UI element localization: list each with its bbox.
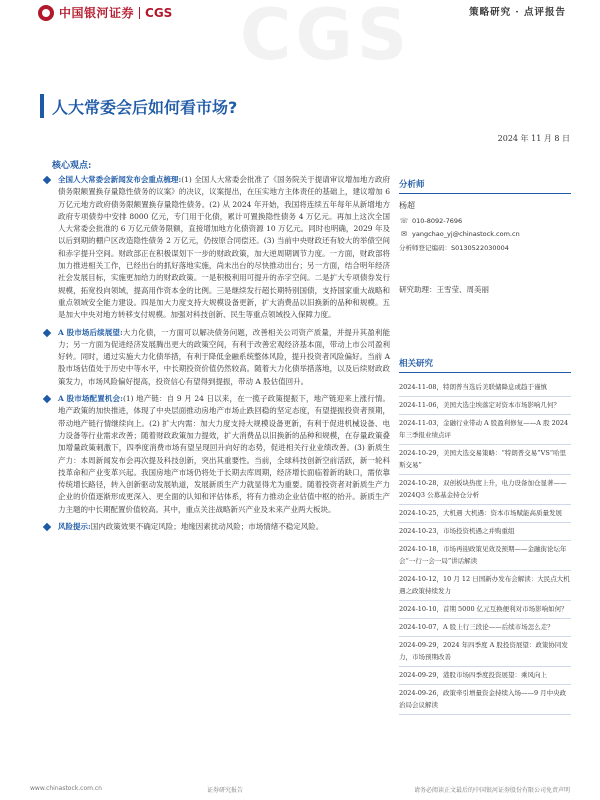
report-date: 2024 年 11 月 8 日: [497, 134, 570, 143]
analyst-cert: [399, 243, 571, 252]
analyst-email: [399, 230, 571, 238]
related-item[interactable]: 2024-11-08，特朗普当选后美联储降息或趋于谨慎: [399, 379, 571, 397]
related-item[interactable]: 2024-09-29，港股市场四季度投资展望：乘风向上: [399, 667, 571, 685]
related-item[interactable]: 2024-10-07，A 股上行三段论——后续市场怎么走？: [399, 619, 571, 637]
diamond-bullet-icon: [43, 328, 51, 336]
related-research-list: [399, 379, 571, 715]
cert-number: 分析师登记编码：S0130522030004: [399, 244, 509, 252]
core-views-title: 核心观点:: [52, 161, 92, 171]
analyst-header: 分析师: [399, 178, 571, 194]
section-risk: [58, 521, 390, 533]
section-body: (1) 全国人大常委会批准了《国务院关于提请审议增加地方政府债务限额置换存量隐性债务的议案》的决议，议案提出，在压实地方主体责任的基础上，建议增加 6 万亿元地方政府债务限额置换存量隐性债务。(2) 从 2024 年开始，我国将连续五年每年从新增地方政府专项债券中安排 8000 亿元，专门用于化债，累计可置换隐性债务 4 万亿元。再加上这次全国人大常委会批准的 6 万亿元债务限额，直接增加地方化债资源 10 万亿元。同时也明确，2029 年及以后到期的棚户区改造隐性债务 2 万亿元，仍按原合同偿还。(3) 当前中央财政还有较大的举债空间和赤字提升空间。财政部正在积极谋划下一步的财政政策，加大逆周期调节力度。一方面，财政部将加力推进相关工作，已经出台的抓好落地实施，尚未出台的尽快推动出台；另一方面，结合明年经济社会发展目标，实施更加给力的财政政策。一是积极利用可提升的赤字空间。二是扩大专项债券发行规模，拓宽投向领域，提高用作资本金的比例。三是继续发行超长期特别国债，支持国家重大战略和重点领域安全能力建设。四是加大力度支持大规模设备更新，扩大消费品以旧换新的品种和规模。五是加大中央对地方转移支付规模。加强对科技创新、民生等重点领域投入保障力度。: [58, 175, 390, 320]
related-item[interactable]: 2024-10-25，大机遇 大机遇：资本市场赋能高质量发展: [399, 505, 571, 523]
footer-doc-type: 证券研究报告: [207, 787, 244, 794]
section-heading: A 股市场后续展望:: [58, 327, 123, 337]
main-content: [58, 174, 390, 538]
section-policy-summary: [58, 174, 390, 322]
section-heading: 风险提示:: [58, 522, 91, 532]
title-block: [40, 92, 237, 120]
research-assistant: 研究助理：王雪莹、周美丽: [399, 285, 489, 294]
related-item[interactable]: 2024-09-26，政策牵引增量资金持续入场——9 月中央政治局会议解读: [399, 685, 571, 715]
related-item[interactable]: 2024-11-06，美国大选尘埃落定对资本市场影响几何？: [399, 397, 571, 415]
report-type: 策略研究 · 点评报告: [469, 7, 566, 18]
related-item[interactable]: 2024-10-18，市场再迎政策见效及预期——金融街论坛年会“一行一会一局”讲话解读: [399, 541, 571, 571]
brand-name-cn: 中国银河证券: [59, 6, 135, 20]
section-allocation: [58, 393, 390, 516]
related-item[interactable]: 2024-10-23，市场投资机遇之并购重组: [399, 523, 571, 541]
related-item[interactable]: 2024-11-03，金融行业带动 A 股盈利修复——A 股 2024 年三季报业绩点评: [399, 415, 571, 445]
brand-name-en: CGS: [145, 5, 173, 20]
page-title: 人大常委会后如何看市场?: [52, 97, 238, 117]
section-heading: A 股市场配置机会:: [58, 394, 123, 404]
analyst-phone: [399, 217, 571, 225]
logo-icon: [38, 5, 54, 21]
section-body: (1) 地产链：自 9 月 24 日以来，在一揽子政策提振下，地产链迎来上涨行情。地产政策的加快推进，体现了中央层面推动房地产市场止跌回稳的坚定态度，有望提振投资者预期，带动地产链行情继续向上。(2) 扩大内需：加大力度支持大规模设备更新，有利于促进机械设备、电力设备等行业需求改善；随着财政政策加力提效，扩大消费品以旧换新的品种和规模，在存量政策叠加增量政策刺激下，四季度消费市场有望呈现回升向好的态势，促进相关行业业绩改善。(3) 新质生产力：本周新闻发布会再次提及科技创新，突出其重要性。当前，全球科技创新空前活跃，新一轮科技革命和产业变革兴起。我国房地产市场仍将处于长期去库周期，经济增长面临着新的缺口，需依靠传统增长路径，转入创新驱动发展轨道，发展新质生产力就显得尤为重要。随着投资者对新质生产力企业的价值逐渐形成更深入、更全面的认知和评估体系，将有力推动企业估值中枢的抬升。新质生产力主题的中长期配置价值较高。其中，重点关注战略新兴产业及未来产业两大板块。: [58, 394, 391, 514]
diamond-bullet-icon: [43, 395, 51, 403]
section-body: 国内政策效果不确定风险；地缘因素扰动风险；市场情绪不稳定风险。: [90, 522, 324, 532]
related-item[interactable]: 2024-10-10，首期 5000 亿元互换便利对市场影响如何？: [399, 601, 571, 619]
sidebar: [399, 178, 571, 715]
related-item[interactable]: 2024-09-29，2024 年四季度 A 股投资展望：政策协同发力，市场预期改善: [399, 637, 571, 667]
related-research-header: 相关研究: [399, 357, 571, 373]
title-accent-bar: [40, 94, 44, 118]
section-market-outlook: [58, 327, 390, 388]
related-item[interactable]: 2024-10-12，10 月 12 日国新办发布会解读：大民点大机遇之政策持续发力: [399, 571, 571, 601]
phone-number: 010-8092-7696: [412, 217, 463, 225]
related-item[interactable]: 2024-10-28，双创板块热度上升，电力设备加仓显著——2024Q3 公募基金持仓分析: [399, 475, 571, 505]
brand-logo: [38, 4, 172, 21]
email-icon: ✉: [401, 230, 407, 238]
logo-divider: [139, 7, 140, 19]
header-watermark: CGS: [240, 0, 412, 76]
footer-disclaimer: 请务必阅读正文最后的中国银河证券股份有限公司免责声明: [413, 787, 570, 794]
phone-icon: ☏: [399, 217, 409, 225]
analyst-name: 杨超: [399, 201, 415, 210]
diamond-bullet-icon: [43, 176, 51, 184]
related-item[interactable]: 2024-10-29，美国大选交易策略：“特朗普交易”VS“哈里斯交易”: [399, 445, 571, 475]
footer-website[interactable]: www.chinastock.com.cn: [30, 785, 102, 792]
page-header: [0, 0, 600, 78]
diamond-bullet-icon: [43, 523, 51, 531]
email-address[interactable]: yangchao_yj@chinastock.com.cn: [412, 230, 520, 238]
section-heading: 全国人大常委会新闻发布会重点梳理:: [58, 175, 182, 184]
section-body: 大力化债，一方面可以解决债务问题，改善相关公司资产质量，并提升其盈利能力；另一方面为促进经济发展腾出更大的政策空间，有利于改善宏观经济基本面，带动上市公司盈利好转。同时，通过实施大力化债举措，有利于降低金融系统整体风险，提升投资者风险偏好。当前 A 股市场估值处于历史中等水平，中长期投资价值仍然较高。随着大力化债举措落地，以及后续财政政策发力，市场风险偏好提高，投资信心有望得到提振，带动 A 股估值回升。: [58, 327, 390, 386]
